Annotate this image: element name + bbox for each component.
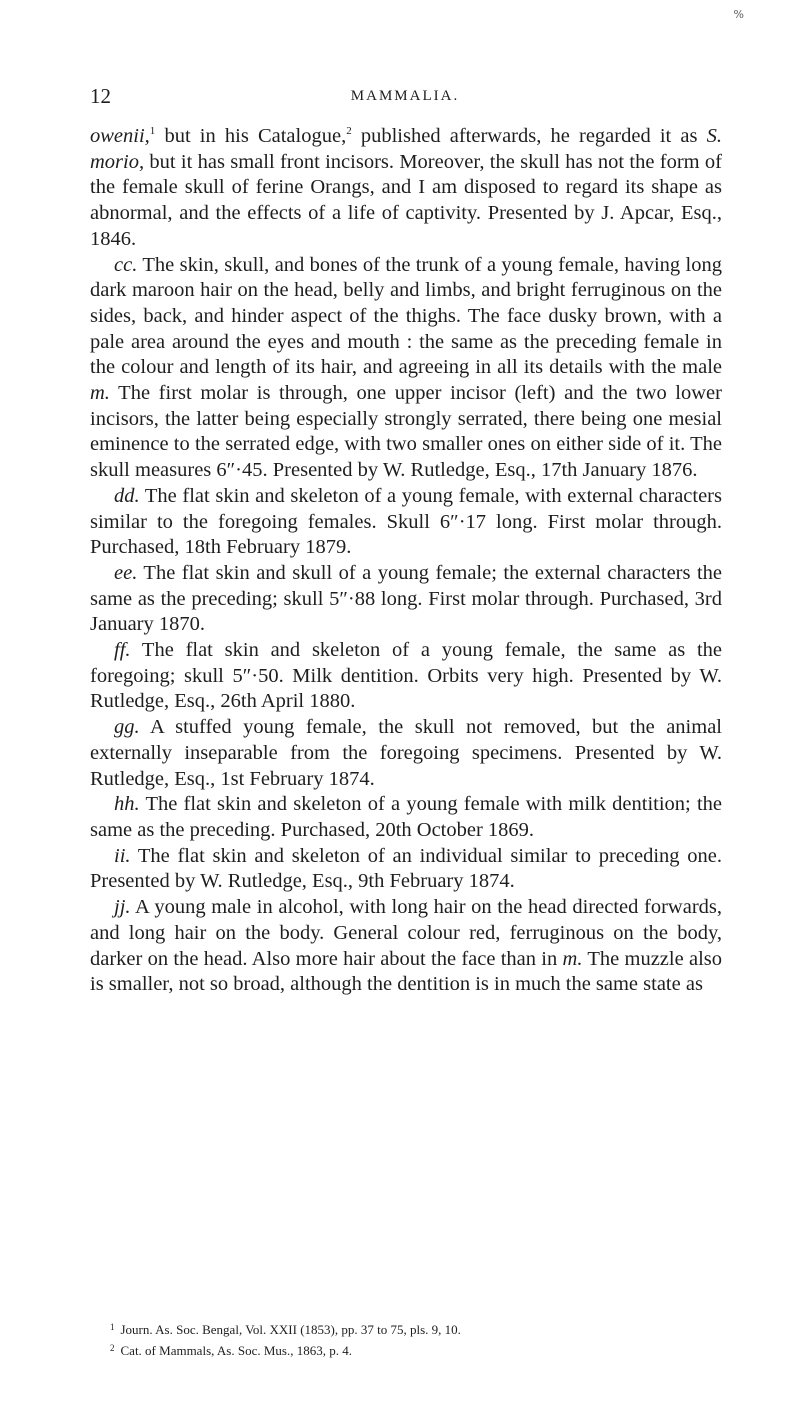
text-run: S. morio, [90,125,722,173]
text-run: but it has small front incisors. Moreover, the skull has not the form of the female skull of ferine Orangs, and I am disposed to regard its shape as abnormal, and the effects of a life of captivity. Presented by J. Apcar, Esq., 1846. [90,150,722,250]
specimen-label: cc. [114,253,138,276]
footnote-ref: 1 [149,125,156,138]
text-run: The skin, skull, and bones of the trunk of a young female, having long dark maroon hair on the head, belly and limbs, and bright ferruginous on the sides, back, and hinder aspect of the thighs. The face dusky brown, with a pale area around the eyes and mouth : the same as the preceding female in the colour and length of its hair, and agreeing in all its details with the male [90,253,722,379]
paragraph-dd [90,484,722,561]
paragraph-ii [90,844,722,895]
text-run: published afterwards, he regarded it as [351,125,707,147]
text-run: The muzzle also is smaller, not so broad, although the dentition is in much the same state as [90,947,722,996]
footnote-text: Cat. of Mammals, As. Soc. Mus., 1863, p. 4. [120,1343,352,1358]
paragraph-jj [90,895,722,998]
paragraph-ee [90,561,722,638]
specimen-label: ii. [114,844,131,867]
footnote-mark: 1 [110,1322,115,1332]
text-run: The first molar is through, one upper incisor (left) and the two lower incisors, the latter being especially strongly serrated, there being one mesial eminence to the serrated edge, with two smaller ones on either side of it. The skull measures 6″·45. Presented by W. Rutledge, Esq., 17th January 1876. [90,382,722,482]
text-run: but in his Catalogue, [155,125,347,147]
specimen-label: ee. [114,561,138,584]
text-run: A young male in alcohol, with long hair on the head directed forwards, and long hair on the body. General colour red, ferruginous on the body, darker on the head. Also more hair about the face than in [90,896,722,970]
specimen-label: gg. [114,716,140,739]
paragraph-gg [90,715,722,792]
paragraph-cc [90,253,722,484]
footnote [110,1339,720,1360]
footnote-text: Journ. As. Soc. Bengal, Vol. XXII (1853), pp. 37 to 75, pls. 9, 10. [120,1322,461,1337]
footnote-ref: 2 [346,125,352,138]
footnote-mark: 2 [110,1343,115,1353]
running-head: MAMMALIA. [350,88,460,104]
paragraph-cont [90,124,722,253]
text-run: m. [562,947,583,970]
paragraph-ff [90,638,722,715]
footnotes [110,1318,720,1360]
text-run: A stuffed young female, the skull not removed, but the animal externally inseparable from the foregoing specimens. Presented by W. Rutledge, Esq., 1st February 1874. [90,716,722,790]
specimen-label: dd. [114,484,140,507]
footnote [110,1318,720,1339]
corner-mark: % [733,8,744,21]
body-text [90,124,722,998]
text-run: owenii, [90,125,150,147]
text-run: The flat skin and skull of a young female; the external characters the same as the preceding; skull 5″·88 long. First molar through. Purchased, 3rd January 1870. [90,561,722,636]
text-run: m. [90,382,110,405]
specimen-label: hh. [114,793,140,816]
text-run: The flat skin and skeleton of an individual similar to preceding one. Presented by W. Rutledge, Esq., 9th February 1874. [90,844,722,893]
text-run: The flat skin and skeleton of a young female with milk dentition; the same as the preceding. Purchased, 20th October 1869. [90,793,722,841]
page-number: 12 [90,84,111,108]
paragraph-hh [90,792,722,843]
text-run: The flat skin and skeleton of a young female, with external characters similar to the foregoing females. Skull 6″·17 long. First molar through. Purchased, 18th February 1879. [90,484,722,559]
page-header [90,84,720,108]
specimen-label: jj. [114,896,131,919]
specimen-label: ff. [114,639,131,662]
text-run: The flat skin and skeleton of a young female, the same as the foregoing; skull 5″·50. Milk dentition. Orbits very high. Presented by W. Rutledge, Esq., 26th April 1880. [90,639,722,713]
